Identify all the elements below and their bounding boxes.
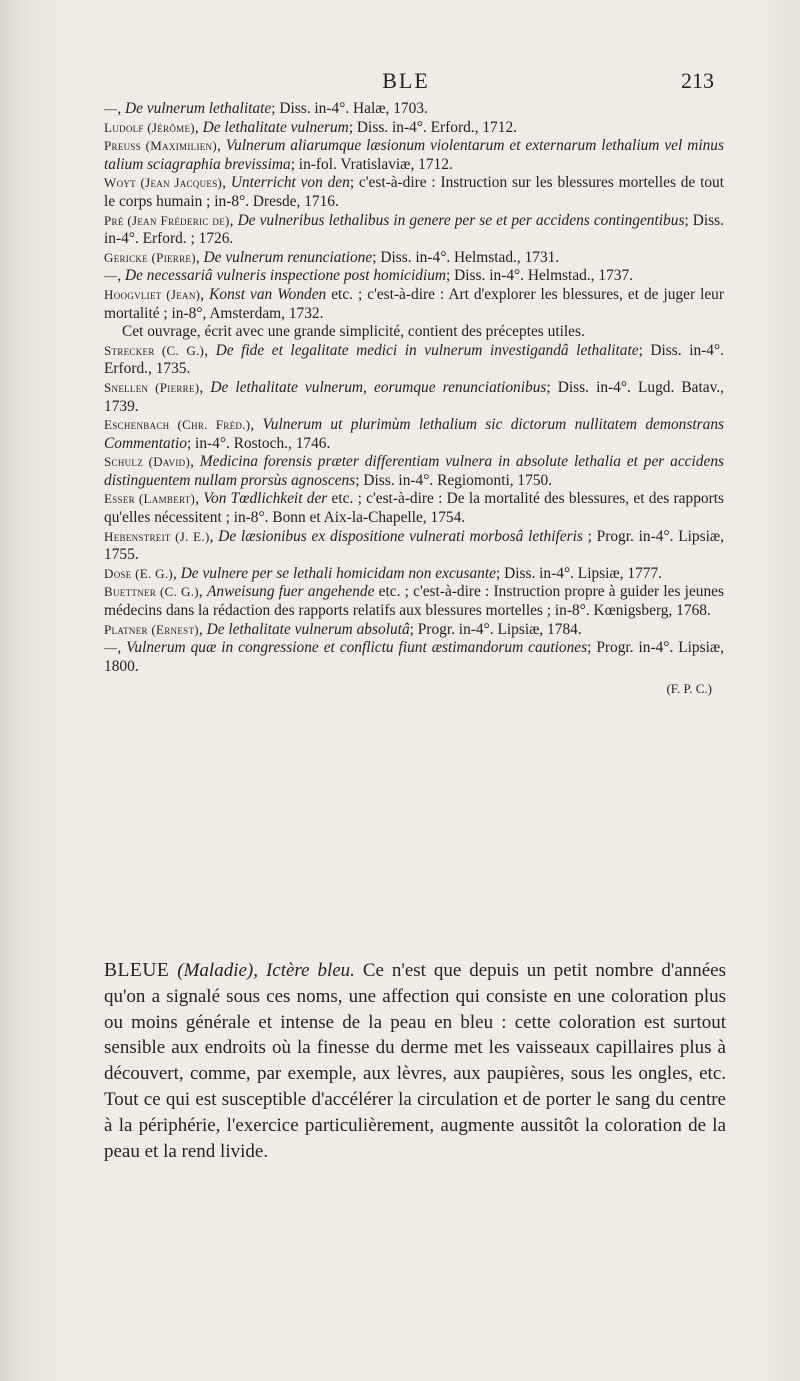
entry-author: — [104,640,118,656]
dictionary-article [104,958,726,1164]
bibliography-list [104,100,724,699]
article-paragraph: BLEUE (Maladie), Ictère bleu. Ce n'est que depuis un petit nombre d'années qu'on a signalé sous ces noms, une affection qui consiste en une coloration plus ou moins générale et intense de la peau en bleu : cette coloration est surtout sensible aux endroits où la finesse du derme met les vaisseaux capillaires plus à découvert, comme, par exemple, aux lèvres, aux paupières, sous les ongles, etc. Tout ce qui est susceptible d'accélérer la circulation et de porter le sang du centre à la périphérie, l'exercice particulièrement, augmente aussitôt la coloration de la peau et la rend livide. [104,960,727,1162]
entry-publication: ; Diss. in-4°. Helmstad., 1737. [446,267,634,285]
page-number: 213 [681,68,714,93]
entry-title: De læsionibus ex dispositione vulnerati morbosâ lethiferis [218,527,583,545]
bibliography-entry: Eschenbach (Chr. Fréd.), Vulnerum ut plurimùm lethalium sic dictorum nullitatem demonstrans Commentatio; in-4°. Rostoch., 1746. [104,416,725,452]
entry-publication: ; Diss. in-4°. Lipsiæ, 1777. [495,564,663,582]
entry-author: Platner (Ernest) [104,621,199,637]
entry-publication: ; in-4°. Rostoch., 1746. [186,434,331,452]
entry-publication: etc. ; c'est-à-dire : Art d'explorer les blessures, et de juger leur mortalité ; in-8°, Amsterdam, 1732. [104,285,724,322]
entry-author: Hebenstreit (J. E.) [104,528,210,544]
article-headword: BLEUE [104,960,170,981]
entry-title: Konst van Wonden [209,285,327,303]
entry-author: — [104,268,118,284]
entry-author: — [104,101,118,116]
article-synonym: Ictère bleu. [265,960,355,981]
bibliography-entry: —, De vulnerum lethalitate; Diss. in-4°. Halæ, 1703. [104,100,428,117]
entry-publication: ; Progr. in-4°. Lipsiæ, 1800. [104,639,724,675]
bibliography-entry: Pré (Jean Fréderic de), De vulneribus lethalibus in genere per se et per accidens contingentibus; Diss. in-4°. Erford. ; 1726. [104,211,725,248]
entry-author: Ludolf (Jérôme) [104,119,195,135]
bibliography-entry: Hebenstreit (J. E.), De læsionibus ex dispositione vulnerati morbosâ lethiferis ; Progr. in-4°. Lipsiæ, 1755. [104,527,724,564]
entry-publication: ; Diss. in-4°. Regiomonti, 1750. [355,471,553,489]
bibliography-note [104,323,724,342]
bibliography-entry: Schulz (David), Medicina forensis præter differentiam vulnera in absolute lethalia et per accidens distinguentem nullam prorsùs agnoscens; Diss. in-4°. Regiomonti, 1750. [104,453,725,489]
entry-publication: ; in-fol. Vratislaviæ, 1712. [290,155,453,173]
author-signature: (F. P. C.) [666,681,712,697]
entry-title: Von Tœdlichkeit der [203,490,328,508]
bibliography-entry: Gericke (Pierre), De vulnerum renunciatione; Diss. in-4°. Helmstad., 1731. [104,248,560,266]
bibliography-entry: Preuss (Maximilien), Vulnerum aliarumque læsionum violentarum et externarum lethalium vel minus talium sciagraphia brevissima; in-fol. Vratislaviæ, 1712. [104,137,724,173]
entry-title: De fide et legalitate medici in vulnerum investigandâ lethalitate [215,341,639,359]
entry-title: De vulnere per se lethali homicidam non excusante [180,564,496,582]
bibliography-entry: —, Vulnerum quæ in congressione et conflictu fiunt æstimandorum cautiones; Progr. in-4°. Lipsiæ, 1800. [104,639,724,675]
entry-publication: ; Diss. in-4°. Erford., 1735. [104,341,724,378]
entry-title: De vulnerum lethalitate [125,100,272,117]
entry-author: Preuss (Maximilien) [104,138,217,154]
entry-publication: ; Progr. in-4°. Lipsiæ, 1784. [409,620,582,638]
entry-publication: ; Diss. in-4°. Erford. ; 1726. [104,211,725,248]
entry-title: Anweisung fuer angehende [206,583,375,601]
entry-title: De vulnerum renunciatione [203,248,373,266]
entry-publication: ; Progr. in-4°. Lipsiæ, 1755. [104,527,724,564]
entry-author: Buettner (C. G.) [104,584,199,600]
entry-publication: etc. ; c'est-à-dire : Instruction propre à guider les jeunes médecins dans la rédaction des rapports relatifs aux blessures mortelles ; in-8°. Kœnigsberg, 1768. [104,583,725,620]
bibliography-entry: Buettner (C. G.), Anweisung fuer angehende etc. ; c'est-à-dire : Instruction propre à guider les jeunes médecins dans la rédaction des rapports relatifs aux blessures mortelles ; in-8°. Kœnigsberg, 1768. [104,583,725,620]
entry-title: De lethalitate vulnerum, eorumque renunciationibus [210,378,547,396]
bibliography-entry: Dose (E. G.), De vulnere per se lethali homicidam non excusante; Diss. in-4°. Lipsiæ, 1777. [104,564,663,582]
note-text: Cet ouvrage, écrit avec une grande simplicité, contient des préceptes utiles. [122,323,585,341]
running-head: BLE [382,68,430,93]
entry-author: Eschenbach (Chr. Fréd.) [104,417,251,433]
entry-publication: ; Diss. in-4°. Helmstad., 1731. [372,248,560,266]
entry-author: Strecker (C. G.) [104,342,205,358]
entry-title: De necessariâ vulneris inspectione post homicidium [125,267,447,285]
entry-author: Schulz (David) [104,454,191,470]
entry-author: Esser (Lambert) [104,491,196,507]
bibliography-entry: Platner (Ernest), De lethalitate vulnerum absolutâ; Progr. in-4°. Lipsiæ, 1784. [104,620,582,638]
entry-title: De vulneribus lethalibus in genere per se et per accidens contingentibus [237,211,685,229]
entry-author: Dose (E. G.) [104,565,173,581]
entry-publication: ; c'est-à-dire : Instruction sur les blessures mortelles de tout le corps humain ; in-8°. Dresde, 1716. [104,174,725,210]
entry-author: Gericke (Pierre) [104,249,196,265]
entry-title: Unterricht von den [230,174,350,192]
entry-publication: ; Diss. in-4°. Halæ, 1703. [271,100,428,117]
page-header [100,68,712,100]
article-headword-qualifier: (Maladie) [177,960,254,981]
article-body-text: Ce n'est que depuis un petit nombre d'années qu'on a signalé sous ces noms, une affection qui consiste en une coloration plus ou moins générale et intense de la peau en bleu : cette coloration est surtout sensible aux endroits où la finesse du derme met les vaisseaux capillaires plus à découvert, comme, par exemple, aux lèvres, aux paupières, sous les ongles, etc. Tout ce qui est susceptible d'accélérer la circulation et de porter le sang du centre à la périphérie, l'exercice particulièrement, augmente aussitôt la coloration de la peau et la rend livide. [104,960,727,1162]
bibliography-entry: —, De necessariâ vulneris inspectione post homicidium; Diss. in-4°. Helmstad., 1737. [104,267,634,285]
bibliography-entry: Hoogvliet (Jean), Konst van Wonden etc. ; c'est-à-dire : Art d'explorer les blessures, et de juger leur mortalité ; in-8°, Amsterdam, 1732. [104,285,724,322]
entry-title: De lethalitate vulnerum absolutâ [206,620,410,638]
entry-author: Pré (Jean Fréderic de) [104,212,230,228]
entry-title: Vulnerum aliarumque læsionum violentarum et externarum lethalium vel minus talium sciagraphia brevissima [104,137,724,173]
bibliography-entry: Ludolf (Jérôme), De lethalitate vulnerum; Diss. in-4°. Erford., 1712. [104,118,517,136]
bibliography-entry: Woyt (Jean Jacques), Unterricht von den; c'est-à-dire : Instruction sur les blessures mortelles de tout le corps humain ; in-8°. Dresde, 1716. [104,174,725,210]
entry-publication: ; Diss. in-4°. Erford., 1712. [348,118,517,136]
entry-publication: ; Diss. in-4°. Lugd. Batav., 1739. [104,378,725,415]
entry-author: Woyt (Jean Jacques) [104,175,223,191]
entry-title: Vulnerum quæ in congressione et conflictu fiunt æstimandorum cautiones [126,639,588,657]
entry-title: Vulnerum ut plurimùm lethalium sic dictorum nullitatem demonstrans Commentatio [104,416,725,452]
entry-author: Hoogvliet (Jean) [104,286,201,302]
bibliography-entry: Esser (Lambert), Von Tœdlichkeit der etc. ; c'est-à-dire : De la mortalité des blessures, et des rapports qu'elles nécessitent ; in-8°. Bonn et Aix-la-Chapelle, 1754. [104,490,724,527]
bibliography-entry: Strecker (C. G.), De fide et legalitate medici in vulnerum investigandâ lethalitate; Diss. in-4°. Erford., 1735. [104,341,724,378]
entry-author: Snellen (Pierre) [104,379,200,395]
entry-title: De lethalitate vulnerum [202,118,349,136]
bibliography-entry: Snellen (Pierre), De lethalitate vulnerum, eorumque renunciationibus; Diss. in-4°. Lugd. Batav., 1739. [104,378,725,415]
entry-publication: etc. ; c'est-à-dire : De la mortalité des blessures, et des rapports qu'elles nécessitent ; in-8°. Bonn et Aix-la-Chapelle, 1754. [104,490,724,527]
entry-title: Medicina forensis præter differentiam vulnera in absolute lethalia et per accidens distinguentem nullam prorsùs agnoscens [104,453,725,489]
